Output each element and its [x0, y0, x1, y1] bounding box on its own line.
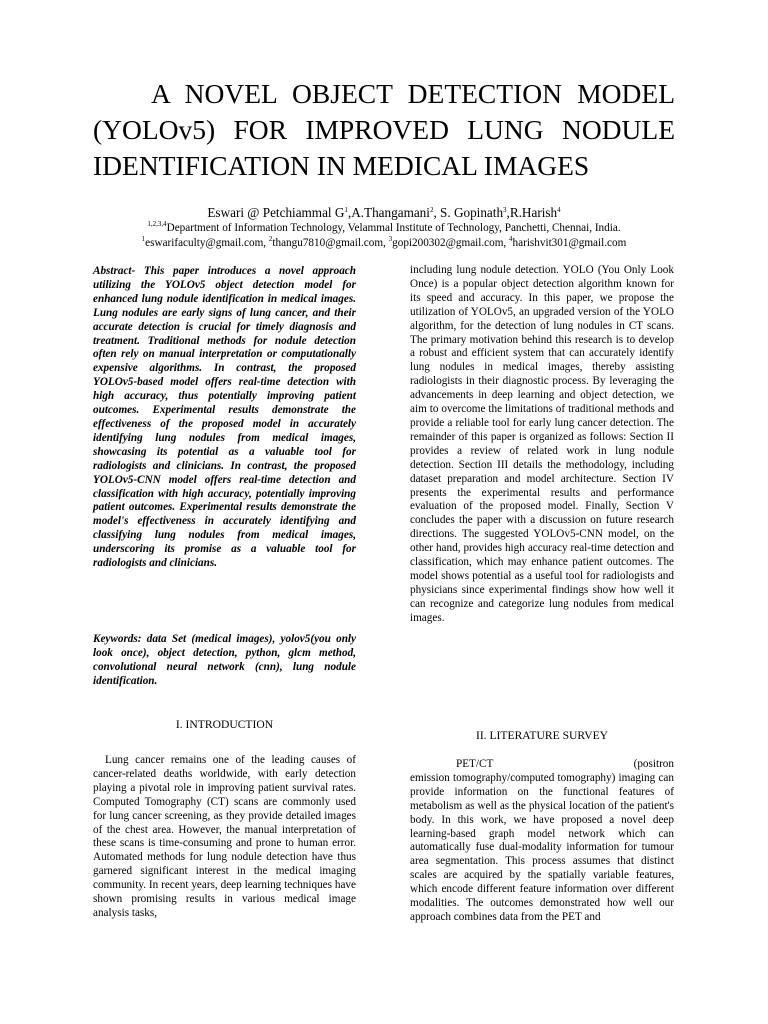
author-superscript: 4 [557, 206, 561, 214]
literature-survey-first-line: PET/CT (positron emission [410, 758, 674, 784]
section-heading-literature-survey: II. LITERATURE SURVEY [475, 729, 609, 742]
email-link[interactable]: gopi200302@gmail.com, [392, 237, 510, 249]
affiliation [0, 221, 768, 235]
email-link[interactable]: eswarifaculty@gmail.com, [145, 237, 269, 249]
author-emails [0, 236, 768, 250]
abstract: Abstract- This paper introduces a novel approach utilizing the YOLOv5 object detection model for enhanced lung nodule identification in medical images. Lung nodules are early signs of lung cancer, and their accurate detection is crucial for timely diagnosis and treatment. Traditional methods for nodule detection often rely on manual interpretation or computationally expensive algorithms. In contrast, the proposed YOLOv5-based model offers real-time detection with high accuracy, thus potentially improving patient outcomes. Experimental results demonstrate the effectiveness of the proposed model in accurately identifying lung nodules from medical images, showcasing its potential as a valuable tool for radiologists and clinicians. In contrast, the proposed YOLOv5-CNN model offers real-time detection and classification with high accuracy, potentially improving patient outcomes. Experimental results demonstrate the model's effectiveness in accurately identifying and classifying lung nodules from medical images, underscoring its promise as a valuable tool for radiologists and clinicians. [93, 265, 356, 570]
affiliation-text: Department of Information Technology, Velammal Institute of Technology, Panchetti, Chennai, India. [166, 222, 621, 234]
introduction-continued-text: including lung nodule detection. YOLO (You Only Look Once) is a popular object detection algorithm known for its speed and accuracy. In this paper, we propose the utilization of YOLOv5, an upgraded version of the YOLO algorithm, for the detection of lung nodules in CT scans. The primary motivation behind this research is to develop a robust and efficient system that can accurately identify lung nodules in medical images, thereby assisting radiologists in their diagnostic process. By leveraging the advancements in deep learning and object detection, we aim to overcome the limitations of traditional methods and provide a reliable tool for early lung cancer detection. The remainder of this paper is organized as follows: Section II provides a review of related work in lung nodule detection. Section III details the methodology, including dataset preparation and model architecture. Section IV presents the experimental results and performance evaluation of the proposed model. Finally, Section V concludes the paper with a discussion on future research directions. The suggested YOLOv5-CNN model, on the other hand, provides high accuracy real-time detection and classification, which may enhance patient outcomes. The model shows potential as a useful tool for radiologists and physicians since experimental findings show how well it can recognize and categorize lung nodules from medical images. [410, 264, 674, 624]
author-superscript: 2 [429, 206, 434, 214]
author-name: ,A.Thangamani [347, 205, 430, 220]
author-name: ,R.Harish [506, 205, 558, 220]
email-superscript: 2 [268, 235, 273, 243]
literature-survey-rest: tomography/computed tomography) imaging can provide information on the functional features of metabolism as well as the physical location of the patient's body. In this work, we have proposed a novel deep learning-based graph model network which can automatically fuse dual-modality information for tumour area segmentation. This process assumes that distinct scales are acquired by the spatially variable features, which encode different feature information over different modalities. The outcomes demonstrated how well our approach combines data from the PET and [410, 771, 674, 923]
author-name: Eswari @ Petchiammal G [207, 205, 345, 220]
email-superscript: 4 [509, 235, 513, 243]
author-superscript: 1 [344, 206, 348, 214]
section-heading-introduction: I. INTRODUCTION [175, 718, 274, 731]
literature-survey-text [410, 758, 674, 925]
introduction-text: Lung cancer remains one of the leading causes of cancer-related deaths worldwide, with early detection playing a pivotal role in improving patient survival rates. Computed Tomography (CT) scans are commonly used for lung cancer screening, as they provide detailed images of the chest area. However, the manual interpretation of these scans is time-consuming and prone to human error. Automated methods for lung nodule detection have thus garnered significant interest in the medical imaging community. In recent years, deep learning techniques have shown promising results in various medical image analysis tasks, [93, 754, 356, 919]
affiliation-superscript: 1,2,3,4 [147, 220, 167, 228]
email-link[interactable]: thangu7810@gmail.com, [272, 237, 389, 249]
author-superscript: 3 [503, 206, 507, 214]
author-list [0, 205, 768, 221]
author-name: , S. Gopinath [433, 205, 504, 220]
email-link[interactable]: harishvit301@gmail.com [512, 237, 627, 249]
keywords: Keywords: data Set (medical images), yolov5(you only look once), object detection, python, glcm method, convolutional neural network (cnn), lung nodule identification. [93, 633, 356, 687]
email-superscript: 1 [141, 235, 146, 243]
paper-title: A NOVEL OBJECT DETECTION MODEL (YOLOv5) FOR IMPROVED LUNG NODULE IDENTIFICATION IN MEDICAL IMAGES [93, 78, 675, 181]
email-superscript: 3 [388, 235, 393, 243]
